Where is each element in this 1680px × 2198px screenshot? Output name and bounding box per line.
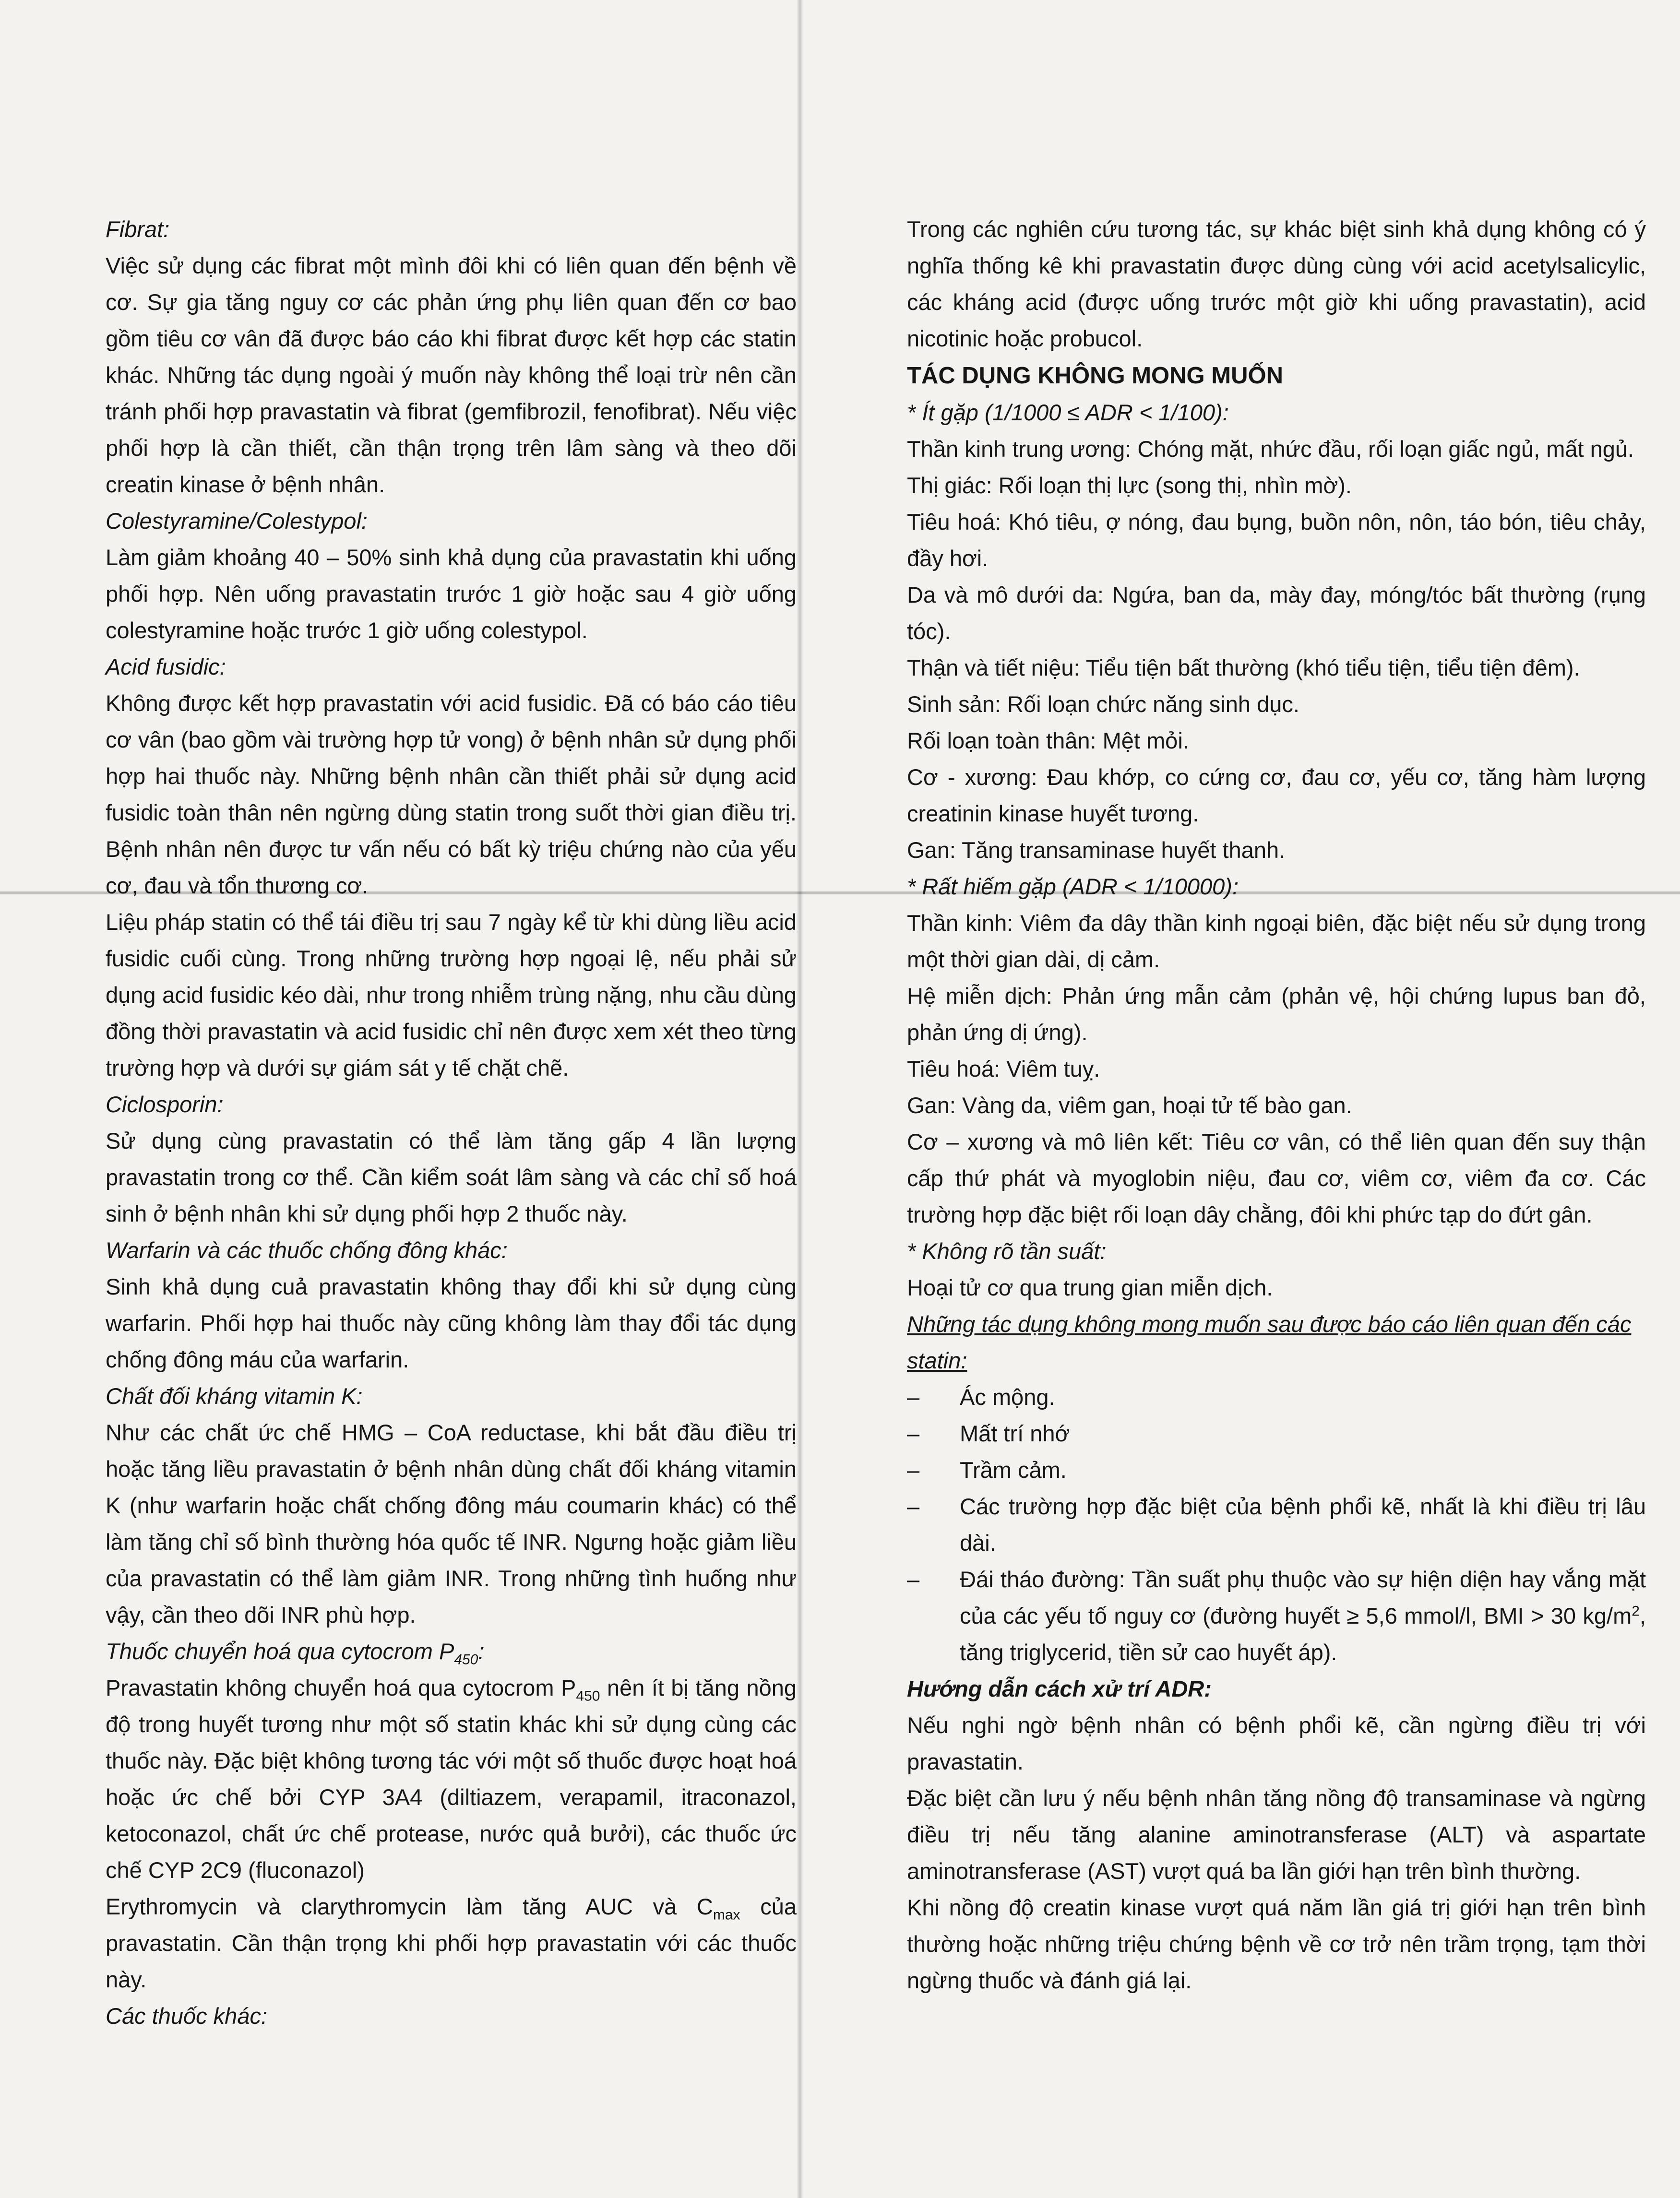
other-drugs-heading: Các thuốc khác: bbox=[106, 2003, 268, 2029]
cyp-text-a: Pravastatin không chuyển hoá qua cytocrom P bbox=[106, 1675, 576, 1700]
rare-item: Thần kinh: Viêm đa dây thần kinh ngoại biên, đặc biệt nếu sử dụng trong một thời gian dài, dị cảm. bbox=[907, 910, 1646, 972]
fibrat-heading: Fibrat: bbox=[106, 216, 170, 242]
uncommon-heading: * Ít gặp (1/1000 ≤ ADR < 1/100): bbox=[907, 400, 1229, 425]
uncommon-item: Thị giác: Rối loạn thị lực (song thị, nhìn mờ). bbox=[907, 473, 1352, 498]
diabetes-sup: 2 bbox=[1632, 1603, 1640, 1619]
vitamin-k-text: Như các chất ức chế HMG – CoA reductase, khi bắt đầu điều trị hoặc tăng liều pravastatin ở bệnh nhân dùng chất đối kháng vitamin K (như warfarin hoặc chất chống đông máu coumarin khác) có thể làm tăng chỉ số bình thường hóa quốc tế INR. Ngưng hoặc giảm liều của pravastatin có thể làm giảm INR. Trong những tình huống như vậy, cần theo dõi INR phù hợp. bbox=[106, 1420, 797, 1628]
cyp-text bbox=[106, 1670, 797, 1889]
diabetes-text-a: Đái tháo đường: Tần suất phụ thuộc vào sự hiện diện hay vắng mặt của các yếu tố nguy cơ (đường huyết ≥ 5,6 mmol/l, BMI > 30 kg/m bbox=[960, 1567, 1646, 1628]
uncommon-item: Cơ - xương: Đau khớp, co cứng cơ, đau cơ, yếu cơ, tăng hàm lượng creatinin kinase huyết tương. bbox=[907, 764, 1646, 826]
statin-effects-title: Những tác dụng không mong muốn sau được báo cáo liên quan đến các statin: bbox=[907, 1311, 1632, 1373]
ciclosporin-heading: Ciclosporin: bbox=[106, 1092, 224, 1117]
rare-item: Cơ – xương và mô liên kết: Tiêu cơ vân, có thể liên quan đến suy thận cấp thứ phát và myoglobin niệu, đau cơ, viêm cơ, viêm đa cơ. Các trường hợp đặc biệt rối loạn dây chằng, đôi khi phức tạp do đứt gân. bbox=[907, 1129, 1646, 1227]
interaction-intro-text: Trong các nghiên cứu tương tác, sự khác biệt sinh khả dụng không có ý nghĩa thống kê khi pravastatin được dùng cùng với acid acetylsalicylic, các kháng acid (được uống trước một giờ khi uống pravastatin), acid nicotinic hoặc probucol. bbox=[907, 216, 1646, 351]
fusidic-text-1: Không được kết hợp pravastatin với acid fusidic. Đã có báo cáo tiêu cơ vân (bao gồm vài trường hợp tử vong) ở bệnh nhân sử dụng phối hợp hai thuốc này. Những bệnh nhân cần thiết phải sử dụng acid fusidic toàn thân nên ngừng dùng statin trong suốt thời gian điều trị. Bệnh nhân nên được tư vấn nếu có bất kỳ triệu chứng nào của yếu cơ, đau và tổn thương cơ. bbox=[106, 690, 797, 898]
uncommon-item: Gan: Tăng transaminase huyết thanh. bbox=[907, 837, 1286, 863]
uncommon-item: Thận và tiết niệu: Tiểu tiện bất thường (khó tiểu tiện, tiểu tiện đêm). bbox=[907, 655, 1580, 680]
paper-fold-vertical bbox=[797, 0, 803, 2198]
list-item-diabetes bbox=[907, 1561, 1646, 1671]
erythro-sub: max bbox=[713, 1907, 740, 1923]
uncommon-item: Da và mô dưới da: Ngứa, ban da, mày đay, móng/tóc bất thường (rụng tóc). bbox=[907, 582, 1646, 644]
erythro-a: Erythromycin và clarythromycin làm tăng AUC và C bbox=[106, 1894, 713, 1919]
fusidic-heading: Acid fusidic: bbox=[106, 654, 226, 679]
vitamin-k-heading: Chất đối kháng vitamin K: bbox=[106, 1383, 363, 1409]
diabetes-text-b: , tăng triglycerid, tiền sử cao huyết áp). bbox=[960, 1603, 1646, 1665]
adr-text-2: Đặc biệt cần lưu ý nếu bệnh nhân tăng nồng độ transaminase và ngừng điều trị nếu tăng alanine aminotransferase (ALT) và aspartate aminotransferase (AST) vượt quá ba lần giới hạn trên bình thường. bbox=[907, 1785, 1646, 1884]
uncommon-item: Sinh sản: Rối loạn chức năng sinh dục. bbox=[907, 691, 1299, 717]
cyp-heading-end: : bbox=[478, 1639, 485, 1664]
adr-text-1: Nếu nghi ngờ bệnh nhân có bệnh phổi kẽ, cần ngừng điều trị với pravastatin. bbox=[907, 1712, 1646, 1774]
uncommon-item: Tiêu hoá: Khó tiêu, ợ nóng, đau bụng, buồn nôn, nôn, táo bón, tiêu chảy, đầy hơi. bbox=[907, 509, 1646, 571]
cyp-heading-sub: 450 bbox=[454, 1651, 478, 1668]
cyp-heading bbox=[106, 1633, 797, 1670]
section-title-adverse-effects: TÁC DỤNG KHÔNG MONG MUỐN bbox=[907, 363, 1283, 389]
list-item: – Các trường hợp đặc biệt của bệnh phổi kẽ, nhất là khi điều trị lâu dài. bbox=[907, 1488, 1646, 1561]
uncommon-item: Thần kinh trung ương: Chóng mặt, nhức đầu, rối loạn giấc ngủ, mất ngủ. bbox=[907, 436, 1634, 462]
colestyramine-heading: Colestyramine/Colestypol: bbox=[106, 508, 368, 534]
erythromycin-text bbox=[106, 1889, 797, 1998]
cyp-heading-main: Thuốc chuyển hoá qua cytocrom P bbox=[106, 1639, 454, 1664]
erythro-b: của pravastatin. Cần thận trọng khi phối hợp pravastatin với các thuốc này. bbox=[106, 1894, 797, 1992]
colestyramine-text: Làm giảm khoảng 40 – 50% sinh khả dụng của pravastatin khi uống phối hợp. Nên uống pravastatin trước 1 giờ hoặc sau 4 giờ uống colestyramine hoặc trước 1 giờ uống colestypol. bbox=[106, 545, 797, 643]
warfarin-text: Sinh khả dụng cuả pravastatin không thay đổi khi sử dụng cùng warfarin. Phối hợp hai thuốc này cũng không làm thay đổi tác dụng chống đông máu của warfarin. bbox=[106, 1274, 797, 1372]
rare-item: Hệ miễn dịch: Phản ứng mẫn cảm (phản vệ, hội chứng lupus ban đỏ, phản ứng dị ứng). bbox=[907, 983, 1646, 1045]
rare-heading: * Rất hiếm gặp (ADR < 1/10000): bbox=[907, 874, 1239, 899]
right-column bbox=[907, 211, 1646, 1999]
left-column bbox=[106, 211, 797, 2034]
cyp-text-b: nên ít bị tăng nồng độ trong huyết tương như một số statin khác khi sử dụng cùng các thuốc này. Đặc biệt không tương tác với một số thuốc được hoạt hoá hoặc ức chế bởi CYP 3A4 (diltiazem, verapamil, itraconazol, ketoconazol, chất ức chế protease, nước quả bưởi), các thuốc ức chế CYP 2C9 (fluconazol) bbox=[106, 1675, 797, 1883]
statin-effects-list bbox=[907, 1379, 1646, 1671]
fibrat-text: Việc sử dụng các fibrat một mình đôi khi có liên quan đến bệnh về cơ. Sự gia tăng nguy cơ các phản ứng phụ liên quan đến cơ bao gồm tiêu cơ vân đã được báo cáo khi fibrat được kết hợp các statin khác. Những tác dụng ngoài ý muốn này không thể loại trừ nên cần tránh phối hợp pravastatin và fibrat (gemfibrozil, fenofibrat). Nếu việc phối hợp là cần thiết, cần thận trọng trên lâm sàng và theo dõi creatin kinase ở bệnh nhân. bbox=[106, 253, 797, 497]
unknown-frequency-heading: * Không rõ tần suất: bbox=[907, 1238, 1107, 1264]
ciclosporin-text: Sử dụng cùng pravastatin có thể làm tăng gấp 4 lần lượng pravastatin trong cơ thể. Cần kiểm soát lâm sàng và các chỉ số hoá sinh ở bệnh nhân khi sử dụng phối hợp 2 thuốc này. bbox=[106, 1128, 797, 1226]
warfarin-heading: Warfarin và các thuốc chống đông khác: bbox=[106, 1237, 508, 1263]
list-item: – Trầm cảm. bbox=[907, 1452, 1646, 1488]
uncommon-item: Rối loạn toàn thân: Mệt mỏi. bbox=[907, 728, 1189, 753]
list-item: – Ác mộng. bbox=[907, 1379, 1646, 1415]
cyp-text-sub: 450 bbox=[576, 1688, 600, 1704]
adr-text-3: Khi nồng độ creatin kinase vượt quá năm lần giá trị giới hạn trên bình thường hoặc những triệu chứng bệnh về cơ trở nên trầm trọng, tạm thời ngừng thuốc và đánh giá lại. bbox=[907, 1895, 1646, 1993]
rare-item: Gan: Vàng da, viêm gan, hoại tử tế bào gan. bbox=[907, 1093, 1352, 1118]
list-item: – Mất trí nhớ bbox=[907, 1415, 1646, 1452]
fusidic-text-2: Liệu pháp statin có thể tái điều trị sau 7 ngày kể từ khi dùng liều acid fusidic cuối cùng. Trong những trường hợp ngoại lệ, nếu phải sử dụng acid fusidic kéo dài, như trong nhiễm trùng nặng, nhu cầu dùng đồng thời pravastatin và acid fusidic chỉ nên được xem xét theo từng trường hợp và dưới sự giám sát y tế chặt chẽ. bbox=[106, 909, 797, 1081]
rare-item: Tiêu hoá: Viêm tuỵ. bbox=[907, 1056, 1100, 1081]
unknown-frequency-text: Hoại tử cơ qua trung gian miễn dịch. bbox=[907, 1275, 1273, 1300]
adr-management-heading: Hướng dẫn cách xử trí ADR: bbox=[907, 1676, 1212, 1701]
